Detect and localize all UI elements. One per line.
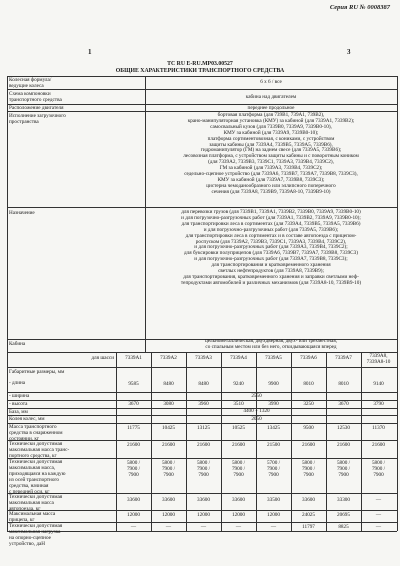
model-name: 7339А7 [335, 355, 352, 361]
axle-mass-value: 5800 / [196, 460, 211, 466]
curb-mass-value: 10425 [162, 425, 175, 431]
train-mass-label: максимальная масса [9, 500, 54, 506]
engine-position-label: Расположение двигателя [9, 105, 64, 111]
track-value: 2050 [251, 416, 262, 422]
trailer-mass-value: 20695 [337, 512, 350, 518]
document-title: ОБЩИЕ ХАРАКТЕРИСТИКИ ТРАНСПОРТНОГО СРЕДСТВА [115, 68, 285, 74]
max-mass-value: 21600 [337, 442, 350, 448]
height-value: 3670 [128, 401, 139, 407]
axle-mass-value: 5800 / [371, 460, 386, 466]
model-name: 7339А1 [125, 355, 142, 361]
train-mass-value: 33500 [267, 497, 280, 503]
coupling-load-value: — [165, 524, 172, 530]
models-label: для шасси [91, 355, 114, 361]
model-name: 7339А8-10 [366, 359, 391, 365]
max-mass-value: 21600 [162, 442, 175, 448]
length-value: 9140 [373, 381, 384, 387]
trailer-mass-value: 12000 [162, 512, 175, 518]
trailer-mass-value: — [375, 512, 382, 518]
axle-mass-value: 7900 [163, 472, 174, 478]
max-mass-value: 21600 [127, 442, 140, 448]
wheel-formula-value: 6 x 6 / все [260, 79, 282, 85]
max-mass-value: 21600 [197, 442, 210, 448]
trailer-mass-value: 24025 [302, 512, 315, 518]
height-label: - высота [9, 401, 28, 407]
cabin-label: Кабина [9, 341, 26, 347]
layout-value: кабина над двигателем [245, 94, 297, 100]
table-border-top [7, 76, 397, 77]
model-name: 7339А4 [230, 355, 247, 361]
trailer-mass-value: 12000 [232, 512, 245, 518]
axle-mass-label: Технически допустимая [9, 459, 63, 465]
axle-mass-value: 7900 [303, 472, 314, 478]
length-value: 8010 [338, 381, 349, 387]
curb-mass-value: 11775 [127, 425, 140, 431]
row-divider [7, 207, 397, 208]
row-divider [7, 89, 397, 90]
max-mass-label: Технически допустимая [9, 441, 63, 447]
height-value: 3990 [268, 401, 279, 407]
axle-mass-value: 7900 [338, 472, 349, 478]
train-mass-value: 33600 [232, 497, 245, 503]
max-mass-value: 21500 [267, 442, 280, 448]
axle-mass-value: 7900 / [196, 466, 211, 472]
curb-mass-value: 10525 [232, 425, 245, 431]
curb-mass-value: 12530 [337, 425, 350, 431]
trailer-mass-value: 12000 [197, 512, 210, 518]
axle-mass-value: 7900 [128, 472, 139, 478]
curb-mass-label: состоянии, кг [9, 436, 39, 442]
axle-mass-value: 7900 / [336, 466, 351, 472]
axle-mass-value: 5700 / [266, 460, 281, 466]
axle-mass-value: 7900 / [371, 466, 386, 472]
coupling-load-label: на опорно-сцепное [9, 535, 51, 541]
coupling-load-label: Технически допустимая [9, 523, 63, 529]
width-value: 2550 [251, 393, 262, 399]
row-divider [7, 111, 397, 112]
wheelbase-value: 4400 + 1320 [243, 408, 270, 414]
curb-mass-label: Масса транспортного [9, 424, 57, 430]
axle-mass-label: из осей транспортного [9, 477, 60, 483]
max-mass-value: 21600 [302, 442, 315, 448]
model-name: 7339А5 [265, 355, 282, 361]
height-value: 3960 [198, 401, 209, 407]
train-mass-value: 33600 [302, 497, 315, 503]
wheel-formula-label: Колесная формула/ ведущие колеса [9, 77, 52, 89]
wheelbase-label: База, мм [9, 409, 28, 415]
axle-mass-value: 5800 / [161, 460, 176, 466]
max-mass-value: 21600 [232, 442, 245, 448]
length-value: 8480 [198, 381, 209, 387]
trailer-mass-value: 12000 [267, 512, 280, 518]
train-mass-value: — [375, 497, 382, 503]
axle-mass-value: 5800 / [336, 460, 351, 466]
body-description: бортовая платформа (для 739В1, 739А1, 739В2), крано-манипуляторная установка (КМУ) за кабиной (для 7339А1, 7339В2); самосвальный кузов (для 7339В0, 7339А9, 7339В0-10), КМУ за кабиной (для 7339А9, 7339В0-10); платформа сортиментовозная, с кониками, с устройством защиты кабины (для 7339А4, 7339В5, 7339А5, 7339В6), гидроманипулятор (ГМ) на заднем свесе (для 7339А5, 7339В6); лесовозная платформа, с устройством защиты кабины и с поворотным коником (для 7339А2, 7339В3, 7339С1, 7339А3, 7339В4, 7339С2), ГМ за кабиной (для 7339А3, 7339В4, 7339С2); седельно-сцепное устройство (для 7339А6, 7339В7, 7339А7, 7339В8, 7339С3), КМУ за кабиной (для 7339А7, 7339В8, 7339С3); цистерна чемоданообразного или эллипсного поперечного сечения (для 7339А8, 7339В9, 7339А8-10, 7339В9-10) [183, 112, 359, 195]
axle-mass-value: 7900 / [126, 466, 141, 472]
cabin-description: цельнометаллическая, двухдверная, двух- или трехместная, со спальным местом или без него, откидывающаяся вперед [204, 338, 338, 350]
purpose-label: Назначение [9, 210, 35, 216]
height-value: 3250 [303, 401, 314, 407]
length-value: 9585 [128, 381, 139, 387]
train-mass-label: Технически допустимая [9, 494, 63, 500]
page-number-right: 3 [347, 48, 351, 56]
length-value: 9240 [233, 381, 244, 387]
coupling-load-value: — [375, 524, 382, 530]
coupling-load-value: — [130, 524, 137, 530]
coupling-load-value: 8825 [338, 524, 349, 530]
width-label: - ширина [9, 393, 30, 399]
train-mass-value: 33600 [127, 497, 140, 503]
spec-col-divider [397, 352, 398, 531]
track-label: Колея колес, мм [9, 416, 45, 422]
model-name: 7339А3 [195, 355, 212, 361]
train-mass-value: 33600 [197, 497, 210, 503]
dimensions-label: Габаритные размеры, мм [9, 369, 65, 375]
spec-row-divider [7, 352, 397, 353]
purpose-description: для перевозки грузов (для 7339В1, 7339А1, 7339В2, 7339В0, 7339А9, 7339В0-10) и для погрузочно-разгрузочных работ (для 7339А1, 7339В2, 7339А9, 7339В0-10); для транспортировки леса в сортиментах (для 7339А4, 7339В5, 7339А5, 7339В6) и для погрузочно-разгрузочных работ (для 7339А5, 7339В6); для транспортировки леса в сортиментах и в составе автопоезда с прицепом- роспуском (для 7339А2, 7339В3, 7339С1, 7339А3, 7339В4, 7339С2), и для погрузочно-разгрузочных работ (для 7339А3, 7339В4, 7339С2); для буксировки полуприцепов (для 7339А6, 7339В7, 7339А7, 7339В8, 7339С3) и для погрузочно-разгрузочных работ (для 7339А7, 7339В8, 7339С3); для транспортирования и кратковременного хранения светлых нефтепродуктов (для 7339А8, 7339В9); для транспортирования, кратковременного хранения и заправки светлыми неф- тепродуктами автомобилей и различных механизмов (для 7339А8-10, 7339В9-10) [180, 209, 362, 286]
curb-mass-label: средства в снаряженном [9, 430, 63, 436]
max-mass-label: максимальная масса транс- [9, 447, 70, 453]
max-mass-value: 21600 [372, 442, 385, 448]
curb-mass-value: 11370 [372, 425, 385, 431]
trailer-mass-label: прицепа, кг [9, 517, 35, 523]
trailer-mass-label: Максимальная масса [9, 511, 56, 517]
train-mass-label: автопоезда, кг [9, 506, 41, 512]
coupling-load-value: — [200, 524, 207, 530]
axle-mass-label: приходящаяся на каждую [9, 471, 66, 477]
max-mass-label: портного средства, кг [9, 453, 57, 459]
train-mass-value: 33300 [337, 497, 350, 503]
axle-mass-label: средства, начиная [9, 483, 49, 489]
certificate-serial: Серия RU № 0008387 [329, 4, 390, 11]
coupling-load-value: — [270, 524, 277, 530]
coupling-load-label: максимальная нагрузка [9, 529, 61, 535]
axle-mass-value: 7900 / [161, 466, 176, 472]
curb-mass-value: 9500 [303, 425, 314, 431]
axle-mass-value: 5800 / [126, 460, 141, 466]
spec-col-divider [7, 352, 8, 531]
curb-mass-value: 13425 [267, 425, 280, 431]
axle-mass-value: 7900 / [266, 466, 281, 472]
coupling-load-value: — [235, 524, 242, 530]
length-value: 8480 [163, 381, 174, 387]
train-mass-value: 33600 [162, 497, 175, 503]
trailer-mass-value: 12000 [127, 512, 140, 518]
axle-mass-value: 7900 [373, 472, 384, 478]
height-value: 3510 [233, 401, 244, 407]
height-value: 3670 [338, 401, 349, 407]
length-value: 8010 [303, 381, 314, 387]
axle-mass-value: 5800 / [231, 460, 246, 466]
axle-mass-value: 7900 [268, 472, 279, 478]
axle-mass-value: 5800 / [301, 460, 316, 466]
spec-row-divider [7, 367, 397, 368]
axle-mass-label: максимальная масса, [9, 465, 56, 471]
height-value: 3790 [373, 401, 384, 407]
layout-label: Схема компоновки транспортного средства [9, 91, 62, 103]
axle-mass-value: 7900 / [231, 466, 246, 472]
axle-mass-value: 7900 [233, 472, 244, 478]
curb-mass-value: 13125 [197, 425, 210, 431]
height-value: 3080 [163, 401, 174, 407]
coupling-load-value: 11797 [302, 524, 315, 530]
page-number-left: 1 [88, 48, 92, 56]
axle-mass-label: с передней оси, кг [9, 489, 50, 495]
axle-mass-value: 7900 [198, 472, 209, 478]
engine-position-value: переднее продольное [247, 105, 295, 111]
length-label: - длина [9, 380, 26, 386]
model-name: 7339А6 [300, 355, 317, 361]
axle-mass-value: 7900 / [301, 466, 316, 472]
model-name: 7339А2 [160, 355, 177, 361]
body-label: Исполнение загрузочного пространства [9, 113, 66, 125]
certificate-number: TC RU E-RU.MP03.00527 [167, 61, 233, 67]
coupling-load-label: устройство, даН [9, 541, 46, 547]
model-name: 7339А8, [369, 353, 388, 359]
length-value: 9900 [268, 381, 279, 387]
